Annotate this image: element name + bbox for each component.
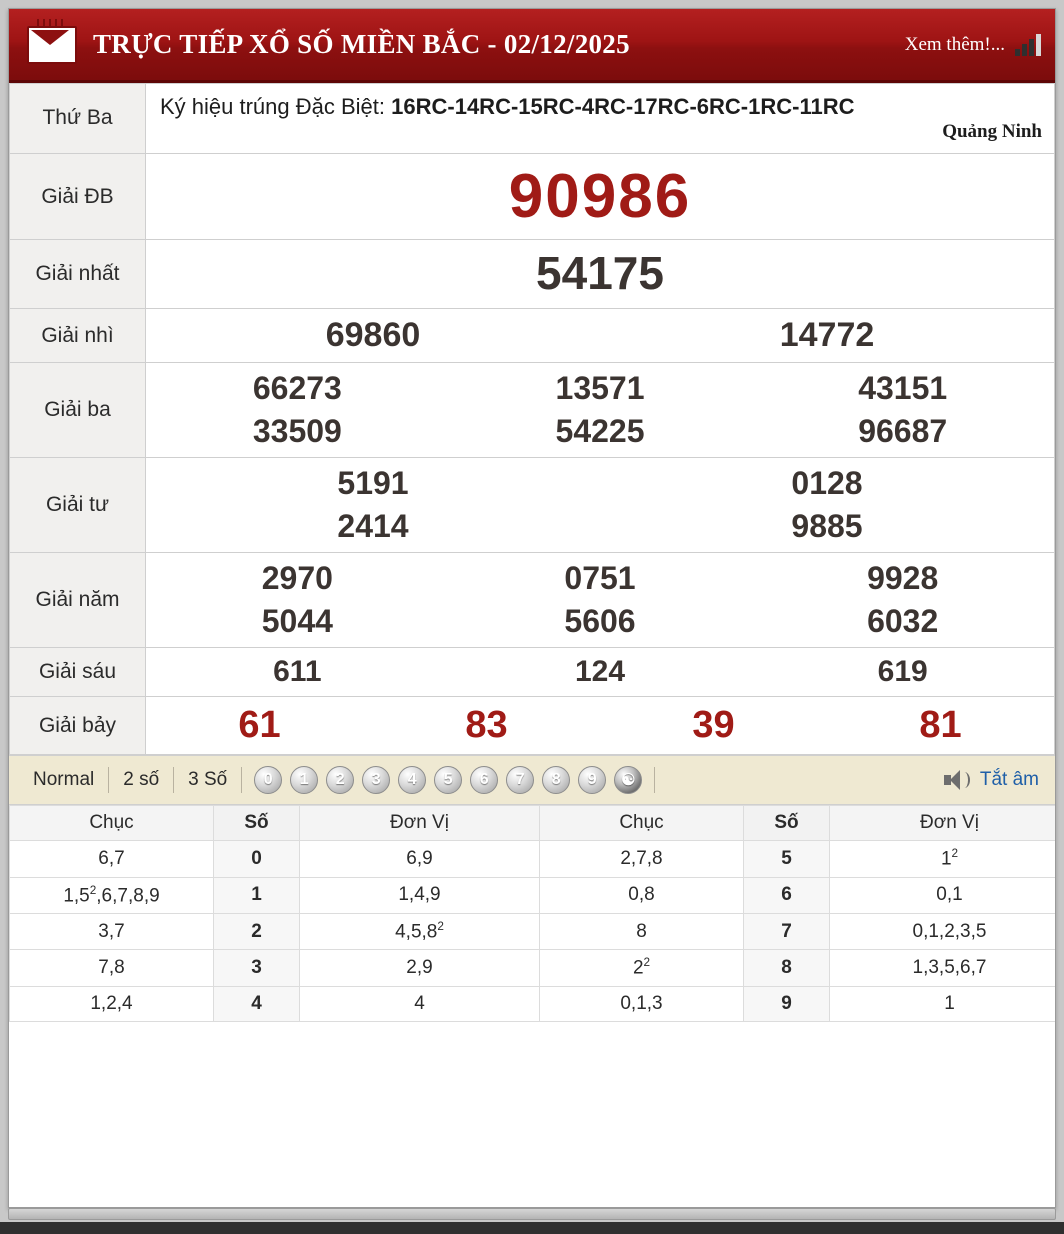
stats-so-left: 2 xyxy=(214,913,300,949)
table-row-g6 xyxy=(10,648,1055,697)
stats-header-donvi-right: Đơn Vị xyxy=(830,806,1057,841)
prize-values-g6 xyxy=(146,648,1055,697)
stats-chuc-right: 0,1,3 xyxy=(540,986,744,1021)
prize-label-g6: Giải sáu xyxy=(10,648,146,697)
g5-number: 5606 xyxy=(564,603,636,640)
prize-values-g1 xyxy=(146,240,1055,309)
stats-so-right: 6 xyxy=(744,877,830,913)
stats-header-chuc-right: Chục xyxy=(540,806,744,841)
g2-number: 69860 xyxy=(325,316,421,355)
g6-number: 611 xyxy=(273,655,322,689)
stats-header-row xyxy=(10,806,1057,841)
stats-so-right: 9 xyxy=(744,986,830,1021)
g7-number: 81 xyxy=(919,704,962,747)
stats-chuc-left: 7,8 xyxy=(10,950,214,986)
stats-donvi-right: 0,1,2,3,5 xyxy=(830,913,1057,949)
stats-chuc-left: 3,7 xyxy=(10,913,214,949)
g4-number: 2414 xyxy=(337,508,409,545)
stats-chuc-right: 8 xyxy=(540,913,744,949)
mode-button-2-digit[interactable]: 2 số xyxy=(123,769,160,791)
stats-so-right: 7 xyxy=(744,913,830,949)
digit-ball-8[interactable]: 8 xyxy=(542,766,570,794)
g3-number: 33509 xyxy=(252,413,342,450)
table-row-g5 xyxy=(10,553,1055,648)
stats-so-left: 0 xyxy=(214,841,300,877)
g7-number: 61 xyxy=(238,704,281,747)
results-table xyxy=(9,83,1055,755)
prize-label-g7: Giải bảy xyxy=(10,697,146,755)
mute-link[interactable]: Tắt âm xyxy=(979,769,1039,791)
table-row-g1 xyxy=(10,240,1055,309)
stats-donvi-left: 1,4,9 xyxy=(300,877,540,913)
g3-number: 54225 xyxy=(555,413,645,450)
g5-number: 0751 xyxy=(564,560,636,597)
lottery-widget xyxy=(8,8,1056,1208)
g3-number: 43151 xyxy=(858,370,948,407)
stats-header-so-left: Số xyxy=(214,806,300,841)
prize-values-g4 xyxy=(146,458,1055,553)
g5-number: 5044 xyxy=(261,603,333,640)
mode-button-normal[interactable]: Normal xyxy=(33,769,95,791)
digit-ball-2[interactable]: 2 xyxy=(326,766,354,794)
table-row xyxy=(10,913,1057,949)
stats-header-chuc-left: Chục xyxy=(10,806,214,841)
g6-number: 124 xyxy=(574,655,626,689)
digit-ball-9[interactable]: 9 xyxy=(578,766,606,794)
g3-number: 13571 xyxy=(555,370,645,407)
table-row-g2 xyxy=(10,309,1055,363)
digit-ball-3[interactable]: 3 xyxy=(362,766,390,794)
province-label: Quảng Ninh xyxy=(942,121,1042,143)
digit-ball-7[interactable]: 7 xyxy=(506,766,534,794)
g7-number: 39 xyxy=(692,704,735,747)
g5-number: 9928 xyxy=(867,560,939,597)
bottom-bar xyxy=(8,1208,1056,1220)
prize-label-g4: Giải tư xyxy=(10,458,146,553)
table-row-g3 xyxy=(10,363,1055,458)
header-bar xyxy=(9,9,1055,83)
prize-values-g3 xyxy=(146,363,1055,458)
bottom-dark-strip xyxy=(0,1222,1064,1234)
stats-so-right: 5 xyxy=(744,841,830,877)
yin-yang-icon[interactable]: ☯ xyxy=(614,766,642,794)
table-row-g7 xyxy=(10,697,1055,755)
stats-table xyxy=(9,805,1056,1021)
stats-chuc-right: 2,7,8 xyxy=(540,841,744,877)
table-row-g4 xyxy=(10,458,1055,553)
table-row xyxy=(10,841,1057,877)
stats-chuc-left: $1,5^2,6,7,8,9$ xyxy=(10,877,214,913)
toolbar-divider xyxy=(654,767,655,793)
table-row-kyhieu xyxy=(10,84,1055,154)
prize-label-db: Giải ĐB xyxy=(10,153,146,240)
stats-donvi-right: 0,1 xyxy=(830,877,1057,913)
g4-number: 5191 xyxy=(337,465,409,502)
prize-values-g2 xyxy=(146,309,1055,363)
digit-ball-5[interactable]: 5 xyxy=(434,766,462,794)
stats-donvi-right: $1^2$ xyxy=(830,841,1057,877)
g4-number: 0128 xyxy=(791,465,863,502)
table-row xyxy=(10,877,1057,913)
digit-ball-6[interactable]: 6 xyxy=(470,766,498,794)
stats-chuc-left: 1,2,4 xyxy=(10,986,214,1021)
stats-so-left: 4 xyxy=(214,986,300,1021)
digit-ball-0[interactable]: 0 xyxy=(254,766,282,794)
stats-header-donvi-left: Đơn Vị xyxy=(300,806,540,841)
stats-header-so-right: Số xyxy=(744,806,830,841)
stats-donvi-left: 6,9 xyxy=(300,841,540,877)
prize-label-g1: Giải nhất xyxy=(10,240,146,309)
stats-so-right: 8 xyxy=(744,950,830,986)
stats-donvi-left: 4,5,8$^2$ xyxy=(300,913,540,949)
mode-button-3-digit[interactable]: 3 Số xyxy=(188,769,228,791)
table-row xyxy=(10,950,1057,986)
prize-label-g2: Giải nhì xyxy=(10,309,146,363)
stats-donvi-left: 4 xyxy=(300,986,540,1021)
g3-number: 66273 xyxy=(252,370,342,407)
page-title: TRỰC TIẾP XỔ SỐ MIỀN BẮC - 02/12/2025 xyxy=(93,29,630,59)
prize-values-g7 xyxy=(146,697,1055,755)
kyhieu-codes: 16RC-14RC-15RC-4RC-17RC-6RC-1RC-11RC xyxy=(391,94,855,119)
table-row xyxy=(10,986,1057,1021)
speaker-icon[interactable] xyxy=(942,767,972,793)
sound-group xyxy=(942,767,1045,793)
prize-label-g3: Giải ba xyxy=(10,363,146,458)
prize-values-db xyxy=(146,153,1055,240)
stats-chuc-right: 0,8 xyxy=(540,877,744,913)
kyhieu-cell xyxy=(146,84,1055,154)
stats-chuc-left: 6,7 xyxy=(10,841,214,877)
stats-so-left: 1 xyxy=(214,877,300,913)
digit-filter-group xyxy=(242,766,654,794)
g4-number: 9885 xyxy=(791,508,863,545)
stats-so-left: 3 xyxy=(214,950,300,986)
header-right-group xyxy=(905,34,1041,56)
g2-number: 14772 xyxy=(779,316,875,355)
prize-values-g5 xyxy=(146,553,1055,648)
prize-label-g5: Giải năm xyxy=(10,553,146,648)
digit-ball-4[interactable]: 4 xyxy=(398,766,426,794)
digit-ball-1[interactable]: 1 xyxy=(290,766,318,794)
g3-number: 96687 xyxy=(858,413,948,450)
stats-donvi-left: 2,9 xyxy=(300,950,540,986)
kyhieu-label: Ký hiệu trúng Đặc Biệt: xyxy=(160,94,386,119)
g6-number: 619 xyxy=(877,655,928,689)
stats-donvi-right: 1 xyxy=(830,986,1057,1021)
toolbar xyxy=(9,755,1055,805)
stats-chuc-right: $2^2$ xyxy=(540,950,744,986)
table-row-db xyxy=(10,153,1055,240)
g5-number: 2970 xyxy=(261,560,333,597)
signal-bars-icon xyxy=(1015,34,1041,56)
weekday-label: Thứ Ba xyxy=(10,84,146,154)
stats-donvi-right: 1,3,5,6,7 xyxy=(830,950,1057,986)
g7-number: 83 xyxy=(465,704,508,747)
see-more-link[interactable]: Xem thêm!... xyxy=(904,33,1005,55)
g5-number: 6032 xyxy=(867,603,939,640)
g1-number: 54175 xyxy=(536,247,664,300)
mail-icon xyxy=(27,26,77,64)
db-number: 90986 xyxy=(508,161,692,231)
